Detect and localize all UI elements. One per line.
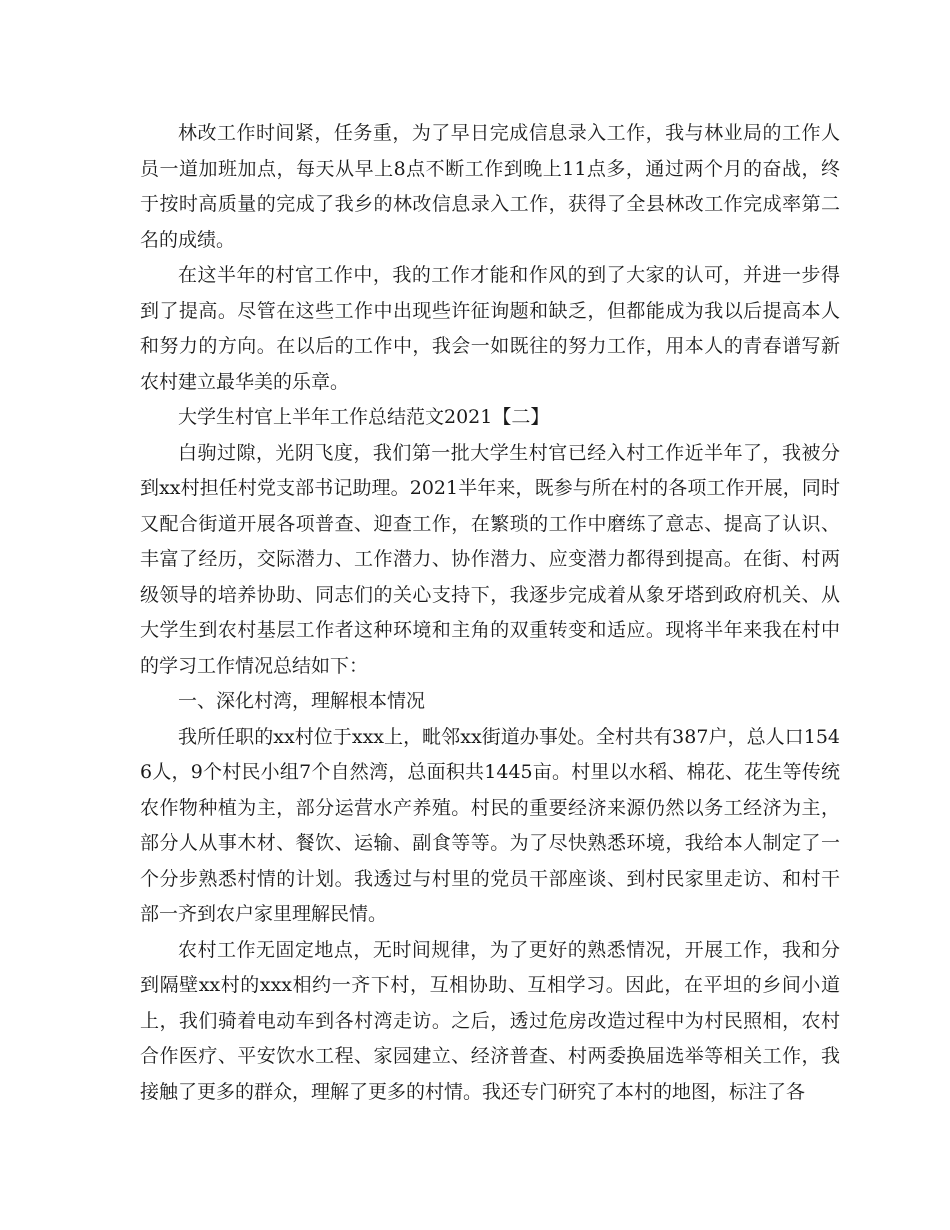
section-title-part-two: 大学生村官上半年工作总结范文2021【二】: [178, 406, 550, 428]
paragraph-village-profile: 我所任职的xx村位于xxx上，毗邻xx街道办事处。全村共有387户，总人口1546人，9个村民小组7个自然湾，总面积共1445亩。村里以水稻、棉花、花生等传统农作物种植为主，部分运营水产养殖。村民的重要经济来源仍然以务工经济为主，部分人从事木材、餐饮、运输、副食等等。为了尽快熟悉环境，我给本人制定了一个分步熟悉村情的计划。我透过与村里的党员干部座谈、到村民家里走访、和村干部一齐到农户家里理解民情。: [140, 725, 840, 925]
paragraph-half-year-summary: 在这半年的村官工作中，我的工作才能和作风的到了大家的认可，并进一步得到了提高。尽管在这些工作中出现些许征询题和缺乏，但都能成为我以后提高本人和努力的方向。在以后的工作中，我会一如既往的努力工作，用本人的青春谱写新农村建立最华美的乐章。: [140, 264, 840, 393]
paragraph-forest-reform: 林改工作时间紧，任务重，为了早日完成信息录入工作，我与林业局的工作人员一道加班加点，每天从早上8点不断工作到晚上11点多，通过两个月的奋战，终于按时高质量的完成了我乡的林改信息录入工作，获得了全县林改工作完成率第二名的成绩。: [140, 122, 840, 251]
subheading-village-basics: 一、深化村湾，理解根本情况: [178, 690, 426, 712]
paragraph-field-visits: 农村工作无固定地点，无时间规律，为了更好的熟悉情况，开展工作，我和分到隔壁xx村的xxx相约一齐下村，互相协助、互相学习。因此，在平坦的乡间小道上，我们骑着电动车到各村湾走访。之后，透过危房改造过程中为村民照相，农村合作医疗、平安饮水工程、家园建立、经济普查、村两委换届选举等相关工作，我接触了更多的群众，理解了更多的村情。我还专门研究了本村的地图，标注了各: [140, 938, 840, 1103]
paragraph-introduction: 白驹过隙，光阴飞度，我们第一批大学生村官已经入村工作近半年了，我被分到xx村担任村党支部书记助理。2021半年来，既参与所在村的各项工作开展，同时又配合街道开展各项普查、迎查工作，在繁琐的工作中磨练了意志、提高了认识、丰富了经历，交际潜力、工作潜力、协作潜力、应变潜力都得到提高。在街、村两级领导的培养协助、同志们的关心支持下，我逐步完成着从象牙塔到政府机关、从大学生到农村基层工作者这种环境和主角的双重转变和适应。现将半年来我在村中的学习工作情况总结如下：: [140, 441, 840, 677]
